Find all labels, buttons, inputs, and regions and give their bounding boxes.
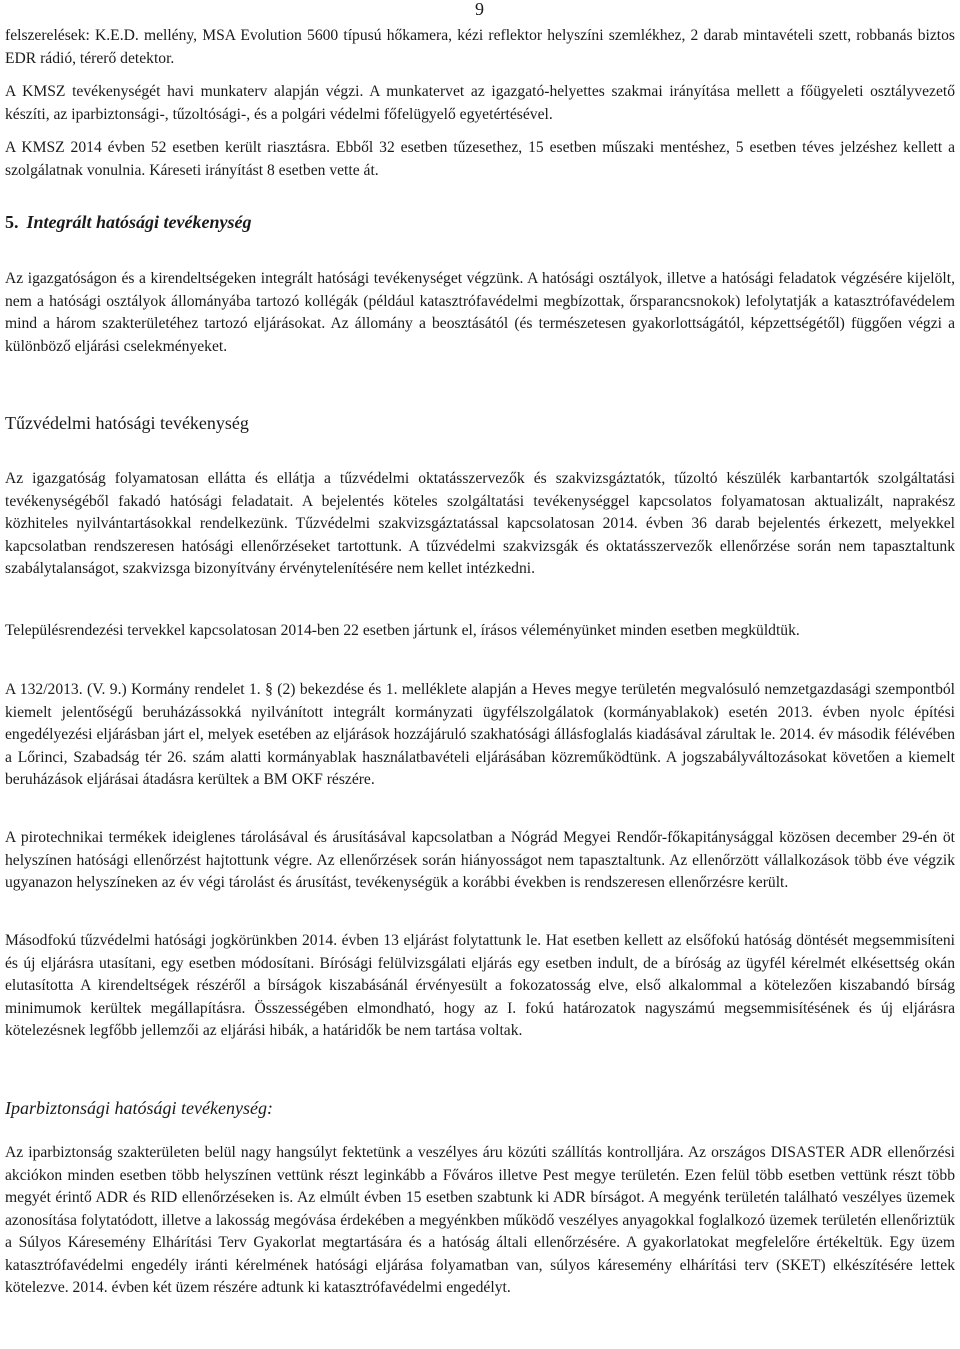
subheading-fire-authority: Tűzvédelmi hatósági tevékenység (5, 413, 249, 433)
paragraph-second-instance: Másodfokú tűzvédelmi hatósági jogkörünkben 2014. évben 13 eljárást folytattunk le. Hat esetben kellett az elsőfokú hatóság döntését megsemmisíteni és új eljárásra utasítani, egy esetben módosítani. Bírósági felülvizsgálati eljárás egy esetben indult, de a bíróság az ügyfél kérelmét elkésettség okán elutasította A kirendeltségek részéről a bírságok kiszabásánál érvényesült a fokozatosság elve, első alkalommal a kötelezően kiszabandó bírság minimumok kerültek megállapításra. Összességében elmondható, hogy az I. fokú határozatok nagyszámú megsemmisítésének és új eljárásra kötelezésnek legfőbb jellemzői az eljárási hibák, a határidők be nem tartása voltak. (5, 932, 955, 1039)
paragraph-equipment: felszerelések: K.E.D. mellény, MSA Evolution 5600 típusú hőkamera, kézi reflektor helyszíni szemlékhez, 2 darab mintavételi szett, robbanás biztos EDR rádió, térerő detektor. (5, 27, 955, 67)
paragraph-government-windows: A 132/2013. (V. 9.) Kormány rendelet 1. § (2) bekezdése és 1. melléklete alapján a Heves megye területén megvalósuló nemzetgazdasági szempontból kiemelt jelentőségű beruházássokká nyilvánított integrált kormányzati ügyfélszolgálatok (kormányablakok) esetén 2013. évben nyolc építési engedélyezési eljárásban járt el, melyek esetében az eljárások hozzájáruló szakhatósági állásfoglalás kiadásával zárultak le. 2014. év második félévében a Lőrinci, Szabadság tér 26. szám alatti kormányablak használatbavételi eljárásában közreműködtünk. A jogszabályváltozásokat követően a kiemelt beruházások eljárásai átadásra kerültek a BM OKF részére. (5, 681, 955, 788)
section-title: Integrált hatósági tevékenység (26, 212, 252, 232)
section-heading-5 (5, 211, 251, 233)
paragraph-settlement-plans: Településrendezési tervekkel kapcsolatosan 2014-ben 22 esetben jártunk el, írásos véleményünket minden esetben megküldtük. (5, 622, 800, 639)
paragraph-integrated-authority: Az igazgatóságon és a kirendeltségeken integrált hatósági tevékenységet végzünk. A hatósági osztályok, illetve a hatósági feladatok végzésére kijelölt, nem a hatósági osztályok állományába tartozó kollégák (például katasztrófavédelmi megbízottak, őrsparancsnokok) lefolytatják a katasztrófavédelem mind a három szakterületéhez tartozó eljárásokat. Az állomány a beosztásától (és természetesen gyakorlottságától, képzettségétől) függően végzi a különböző eljárási cselekményeket. (5, 270, 955, 355)
paragraph-industrial-safety: Az iparbiztonság szakterületen belül nagy hangsúlyt fektetünk a veszélyes áru közúti szállítás kontrolljára. Az országos DISASTER ADR ellenőrzési akciókon minden esetben több helyszínen vettünk részt leginkább a Főváros illetve Pest megye területén. Ezen felül több esetben vettünk részt több megyét érintő ADR és RID ellenőrzéseken is. Az elmúlt évben 15 esetben szabtunk ki ADR bírságot. A megyénk területén található veszélyes üzemek azonosítása folytatódott, illetve a lakosság megóvása érdekében a megyénkben működő veszélyes anyagokkal foglalkozó üzemek területén ellenőriztük a Súlyos Káresemény Elhárítási Terv Gyakorlat megtartására és a hatóság általi ellenőrzésére. A gyakorlatokat megfelelőre értékeltük. Egy üzem katasztrófavédelmi engedély iránti kérelmének hatósági eljárása folyamatban van, súlyos káresemény elhárítási terv (SKET) elkészítésére lettek kötelezve. 2014. évben két üzem részére adtunk ki katasztrófavédelmi engedélyt. (5, 1144, 955, 1296)
paragraph-kmsz-alarms: A KMSZ 2014 évben 52 esetben került riasztásra. Ebből 32 esetben tűzesethez, 15 esetben műszaki mentéshez, 5 esetben téves jelzéshez kellett a szolgálatnak vonulnia. Káreseti irányítást 8 esetben vette át. (5, 139, 955, 179)
section-number: 5. (5, 212, 19, 232)
subheading-industrial-safety: Iparbiztonsági hatósági tevékenység: (5, 1098, 273, 1118)
paragraph-kmsz-workplan: A KMSZ tevékenységét havi munkaterv alapján végzi. A munkatervet az igazgató-helyettes szakmai irányítása mellett a főügyeleti osztályvezető készíti, az iparbiztonsági-, tűzoltósági-, és a polgári védelmi főfelügyelő egyetértésével. (5, 83, 955, 123)
paragraph-fire-services: Az igazgatóság folyamatosan ellátta és ellátja a tűzvédelmi oktatásszervezők és szakvizsgáztatók, tűzoltó készülék karbantartók szolgáltatási tevékenységéből fakadó hatósági feladatait. A bejelentés köteles szolgáltatási tevékenységgel kapcsolatos folyamatosan aktualizált, naprakész közhiteles nyilvántartásokkal rendelkezünk. Tűzvédelmi szakvizsgáztatással kapcsolatosan 2014. évben 36 darab bejelentés érkezett, melyekkel kapcsolatban rendszeresen hatósági ellenőrzéseket tartottunk. A tűzvédelmi szakvizsgák és oktatásszervezők ellenőrzése során nem tapasztaltunk szabálytalanságot, szakvizsga bizonyítvány érvénytelenítésére nem kellet intézkedni. (5, 470, 955, 577)
page-number: 9 (475, 0, 484, 19)
paragraph-pyrotechnics: A pirotechnikai termékek ideiglenes tárolásával és árusításával kapcsolatban a Nógrád Megyei Rendőr-főkapitánysággal közösen december 29-én öt helyszínen hatósági ellenőrzést hajtottunk végre. Az ellenőrzések során hiányosságot nem tapasztaltunk. Az ellenőrzött vállalkozások több éve végzik ugyanazon helyszíneken az év végi tárolást és árusítást, tevékenységük a korábbi években is rendszeresen ellenőrzésre került. (5, 829, 955, 891)
